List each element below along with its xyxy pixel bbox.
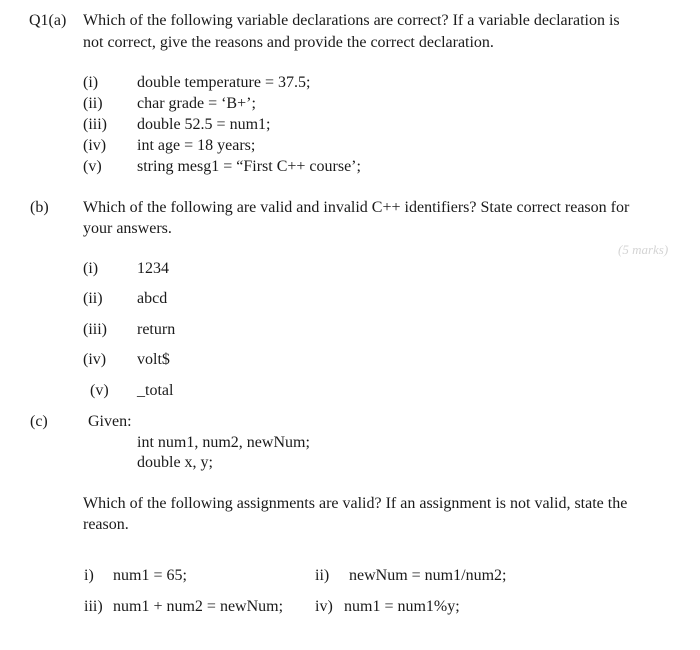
item-b-2-text: abcd	[137, 290, 168, 307]
prompt-b-line2: your answers.	[83, 220, 172, 237]
prompt-c-line2: reason.	[83, 516, 129, 533]
assignment-4-text: num1 = num1%y;	[344, 598, 460, 615]
item-b-5-text: _total	[137, 382, 174, 399]
item-b-3-num: (iii)	[83, 321, 107, 338]
assignment-3-text: num1 + num2 = newNum;	[113, 598, 284, 615]
given-label: Given:	[88, 413, 132, 430]
prompt-c-line1: Which of the following assignments are valid? If an assignment is not valid, state the	[83, 495, 628, 512]
item-b-1-num: (i)	[83, 260, 99, 277]
item-b-2-num: (ii)	[83, 290, 103, 307]
item-a-1-text: double temperature = 37.5;	[137, 74, 311, 91]
assignment-3-num: iii)	[84, 598, 103, 615]
question-label-c: (c)	[30, 413, 48, 430]
assignment-1-text: num1 = 65;	[113, 567, 187, 584]
assignment-2-num: ii)	[315, 567, 330, 584]
question-label-a: Q1(a)	[29, 12, 67, 29]
item-a-3-num: (iii)	[83, 116, 107, 133]
item-b-3-text: return	[137, 321, 176, 338]
item-b-1-text: 1234	[137, 260, 169, 277]
item-a-4-text: int age = 18 years;	[137, 137, 256, 154]
item-a-2-num: (ii)	[83, 95, 103, 112]
item-a-2-text: char grade = ‘B+’;	[137, 95, 256, 112]
prompt-a-line2: not correct, give the reasons and provide the correct declaration.	[83, 34, 494, 51]
item-a-3-text: double 52.5 = num1;	[137, 116, 271, 133]
item-a-5-num: (v)	[83, 158, 102, 175]
item-b-4-text: volt$	[137, 351, 170, 368]
prompt-b-line1: Which of the following are valid and invalid C++ identifiers? State correct reason for	[83, 199, 630, 216]
assignment-2-text: newNum = num1/num2;	[349, 567, 507, 584]
item-a-4-num: (iv)	[83, 137, 107, 154]
prompt-a-line1: Which of the following variable declarations are correct? If a variable declaration is	[83, 12, 620, 29]
assignment-1-num: i)	[84, 567, 94, 584]
code-line-1: int num1, num2, newNum;	[137, 434, 310, 451]
assignment-4-num: iv)	[315, 598, 333, 615]
item-a-1-num: (i)	[83, 74, 99, 91]
question-label-b: (b)	[30, 199, 49, 216]
code-line-2: double x, y;	[137, 454, 213, 471]
item-a-5-text: string mesg1 = “First C++ course’;	[137, 158, 361, 175]
faded-marks-text: (5 marks)	[618, 242, 669, 257]
item-b-4-num: (iv)	[83, 351, 107, 368]
item-b-5-num: (v)	[90, 382, 109, 399]
